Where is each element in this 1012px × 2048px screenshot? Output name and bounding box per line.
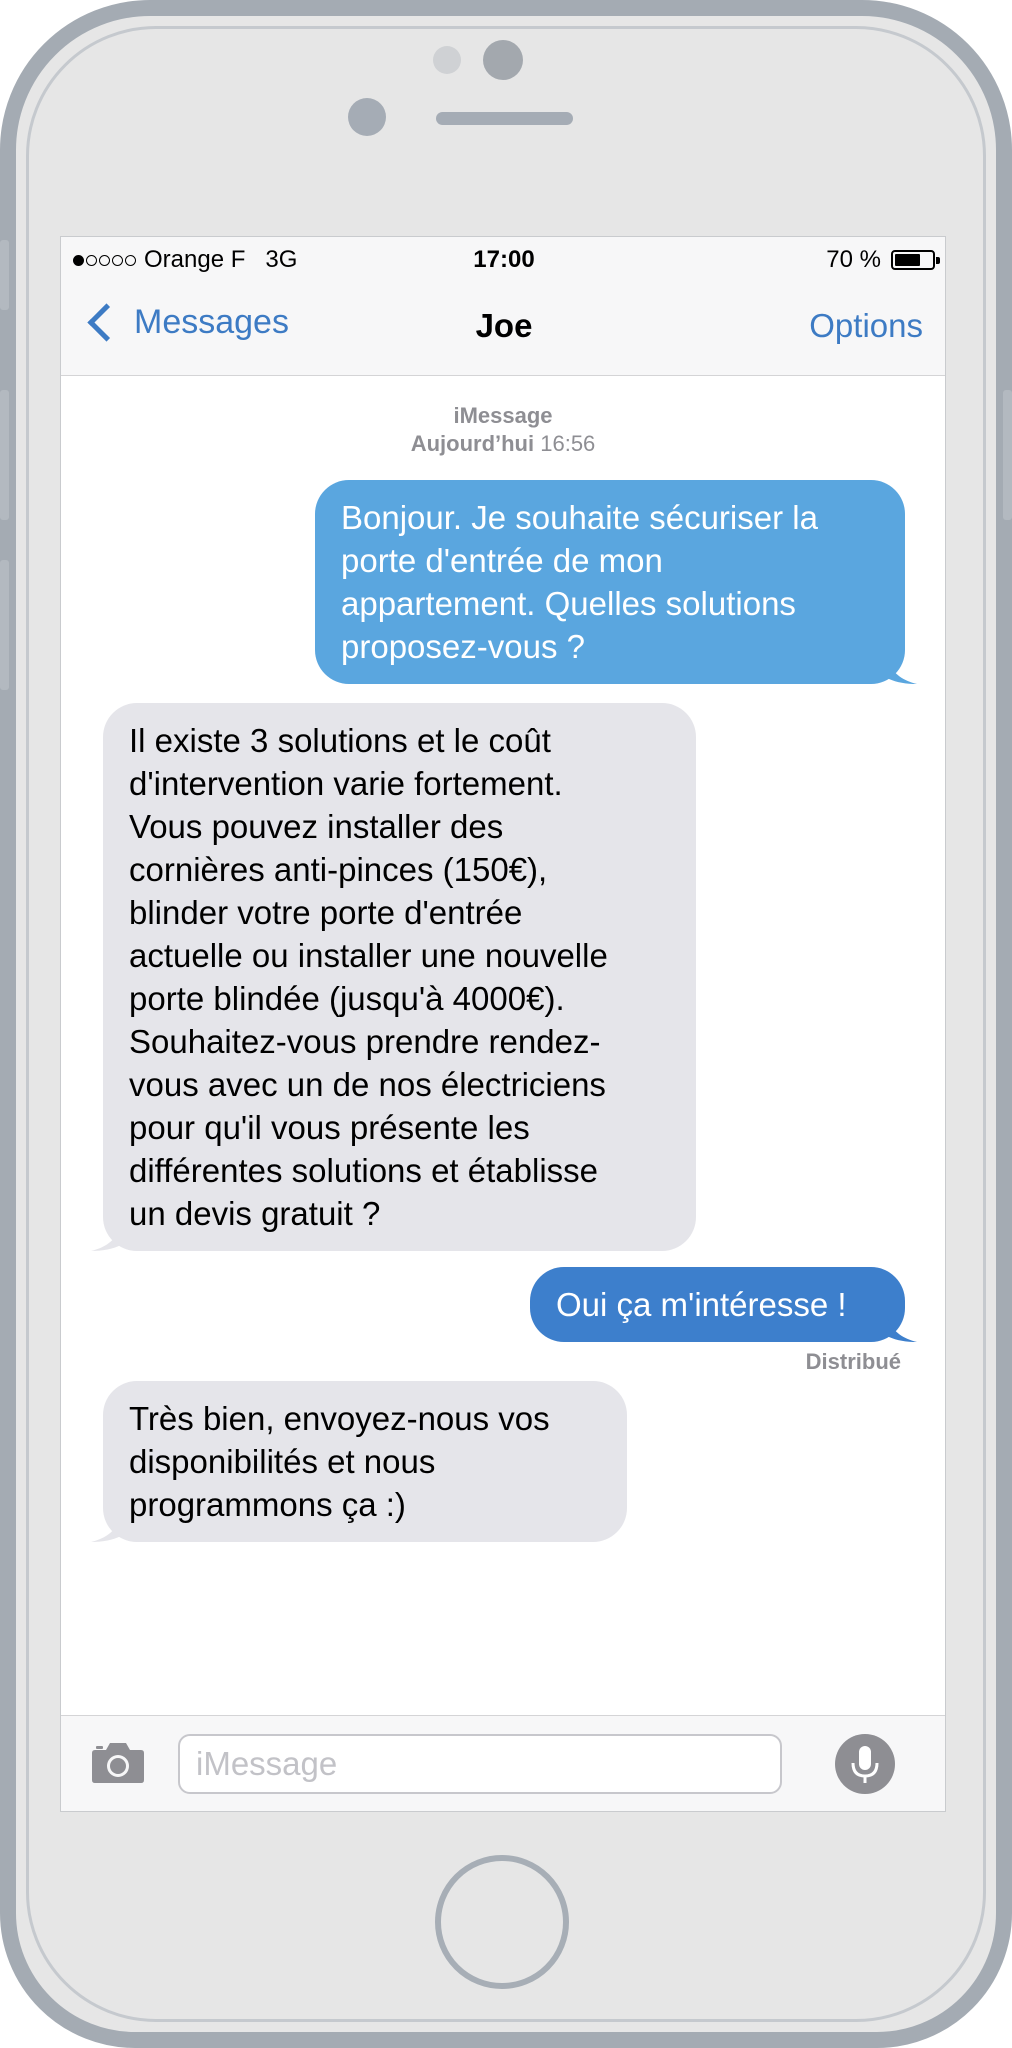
message-line: porte blindée (jusqu'à 4000€). (129, 980, 565, 1017)
message-line: Vous pouvez installer des (129, 808, 504, 845)
status-time: 17:00 (473, 246, 535, 273)
bubble-tail (887, 1316, 917, 1342)
thread-time: 16:56 (540, 431, 596, 456)
message-line: disponibilités et nous (129, 1443, 436, 1480)
thread-timestamp (61, 430, 945, 458)
message-line: appartement. Quelles solutions (341, 585, 796, 622)
battery-tip (936, 257, 940, 264)
earpiece-speaker (436, 112, 573, 125)
status-right (826, 246, 935, 274)
message-text (129, 1397, 601, 1526)
message-line: Souhaitez-vous prendre rendez- (129, 1023, 601, 1060)
message-input[interactable] (178, 1734, 782, 1794)
ambient-sensor (348, 98, 386, 136)
volume-up-button (0, 390, 9, 520)
message-line: blinder votre porte d'entrée (129, 894, 523, 931)
message-line: actuelle ou installer une nouvelle (129, 937, 608, 974)
message-line: Très bien, envoyez-nous vos (129, 1400, 550, 1437)
back-label: Messages (134, 303, 289, 341)
message-input-bar (61, 1715, 946, 1812)
message-line: proposez-vous ? (341, 628, 585, 665)
message-line: cornières anti-pinces (150€), (129, 851, 548, 888)
mute-switch (0, 240, 9, 310)
thread-header (61, 402, 945, 458)
message-line: Bonjour. Je souhaite sécuriser la (341, 499, 818, 536)
message-line: pour qu'il vous présente les (129, 1109, 530, 1146)
message-line: vous avec un de nos électriciens (129, 1066, 606, 1103)
status-bar (61, 237, 946, 283)
bubble-tail (887, 658, 917, 684)
message-line: porte d'entrée de mon (341, 542, 663, 579)
bubble-tail (91, 1516, 121, 1542)
bubble-tail (91, 1225, 121, 1251)
message-line: d'intervention varie fortement. (129, 765, 563, 802)
screen (60, 236, 946, 1812)
carrier-name: Orange F (144, 246, 246, 273)
camera-icon[interactable] (91, 1740, 145, 1784)
delivered-status: Distribué (805, 1349, 901, 1374)
message-line: Il existe 3 solutions et le coût (129, 722, 551, 759)
message-line: différentes solutions et établisse (129, 1152, 599, 1189)
home-button[interactable] (435, 1855, 569, 1989)
microphone-icon (835, 1734, 895, 1794)
volume-down-button (0, 560, 9, 690)
message-text (129, 719, 670, 1235)
conversation-title: Joe (475, 307, 533, 344)
power-button (1003, 390, 1012, 520)
battery-percentage: 70 % (826, 246, 881, 273)
message-line: programmons ça :) (129, 1486, 406, 1523)
thread-day: Aujourd’hui (410, 431, 535, 456)
battery-icon (891, 250, 935, 270)
message-bubble-incoming[interactable] (103, 703, 696, 1251)
microphone-button[interactable] (835, 1734, 895, 1794)
message-bubble-outgoing[interactable] (530, 1267, 905, 1342)
service-label: iMessage (453, 403, 553, 428)
message-bubble-outgoing[interactable] (315, 480, 905, 684)
message-bubble-incoming[interactable] (103, 1381, 627, 1542)
message-line: un devis gratuit ? (129, 1195, 381, 1232)
message-text (556, 1283, 879, 1326)
message-line: Oui ça m'intéresse ! (556, 1286, 847, 1323)
proximity-sensor (433, 46, 461, 74)
front-camera (483, 40, 523, 80)
options-button[interactable]: Options (809, 307, 923, 344)
battery-level (895, 254, 920, 266)
navigation-bar (61, 283, 946, 376)
network-type: 3G (265, 246, 298, 273)
message-text (341, 496, 879, 668)
